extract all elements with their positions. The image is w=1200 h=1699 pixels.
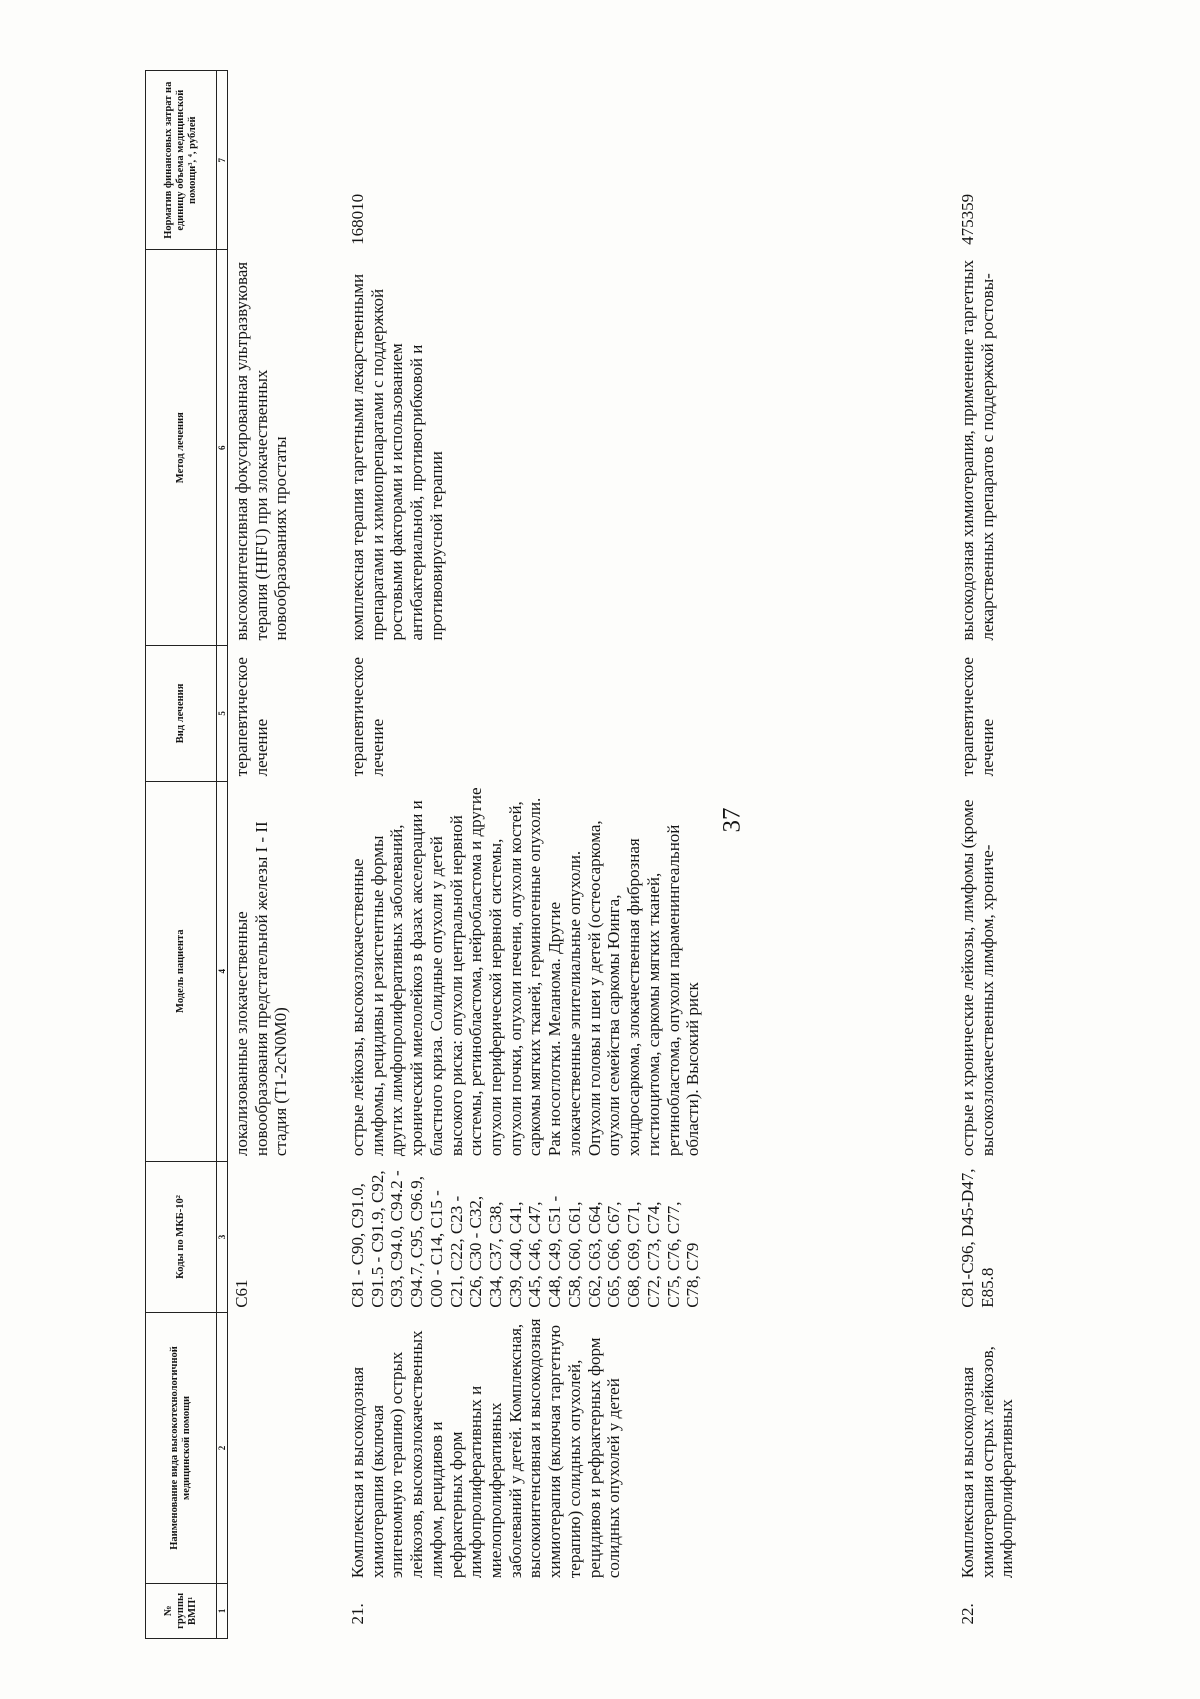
table-row	[228, 71, 345, 1639]
cell-treatment-method: высокодозная химиотерапия, применение таргетных лекарственных препаратов с поддержкой ростовы-	[958, 259, 997, 641]
cell-care-type: Комплексная и высокодозная химиотерапия (включая эпигеномную терапию) острых лейкозов, высокозлокачественных лимфом, рецидивов и рефрактерных форм лимфопролиферативных и миелопролиферативных заболеваний у детей. Комплексная, высокоинтенсивная и высокодозная химиотерапия (включая таргетную терапию) солидных опухолей, рецидивов и рефрактерных форм солидных опухолей у детей	[348, 1318, 624, 1579]
header-treatment-method: Метод лечения	[146, 250, 217, 646]
cell-treatment-type: терапевтическое лечение	[348, 657, 387, 777]
cell-treatment-type: терапевтическое лечение	[958, 657, 997, 777]
cell-patient-model: острые и хронические лейкозы, лимфомы (кроме высокозлокачественных лимфом, хрониче-	[958, 799, 997, 1157]
column-number: 3	[217, 1161, 228, 1313]
cell-treatment-type: терапевтическое лечение	[232, 657, 271, 777]
cell-icd-codes: C61	[232, 1279, 251, 1308]
cell-patient-model: острые лейкозы, высокозлокачественные лимфомы, рецидивы и резистентные формы других лимфопролиферативных заболеваний, хронический миелолейкоз в фазах акселерации и бластного криза. Солидные опухоли у детей высокого риска: опухоли центральной нервной системы, ретинобластома, нейробластома и другие опухоли периферической нервной системы, опухоли почки, опухоли печени, опухоли костей, саркомы мягких тканей, герминогенные опухоли. Рак носоглотки. Меланома. Другие злокачественные эпителиальные опухоли. Опухоли головы и шеи у детей (остеосаркома, опухоли семейства саркомы Юинга, хондросаркома, злокачественная фиброзная гистиоцитома, саркомы мягких тканей, ретинобластома, опухоли параменингеальной области). Высокий риск	[348, 787, 703, 1157]
page-number: 37	[718, 807, 746, 833]
header-icd-codes: Коды по МКБ-10²	[146, 1161, 217, 1313]
cell-care-type	[228, 1313, 345, 1583]
cell-cost-norm: 168010	[348, 193, 367, 245]
table-header-row	[146, 71, 217, 1639]
cell-treatment-method: комплексная терапия таргетными лекарственными препаратами и химиопрепаратами с поддержкой ростовыми факторами и использованием антибактериальной, противогрибковой и противовирусной терапии	[348, 273, 446, 641]
cell-icd-codes: C81-C96, D45-D47, E85.8	[958, 1168, 997, 1308]
cell-treatment-method: высокоинтенсивная фокусированная ультразвуковая терапия (HIFU) при злокачественных новообразованиях простаты	[232, 261, 291, 641]
cell-group-number: 21.	[348, 1603, 367, 1625]
column-number: 1	[217, 1583, 228, 1638]
cell-group-number: 22.	[958, 1603, 977, 1625]
table-row	[954, 71, 1017, 1639]
header-cost-norm: Норматив финансовых затрат на единицу объема медицинской помощи³, ⁴, рублей	[146, 71, 217, 250]
cell-care-type: Комплексная и высокодозная химиотерапия острых лейкозов, лимфопролиферативных	[958, 1346, 1017, 1579]
column-number: 6	[217, 250, 228, 646]
column-number-row	[217, 71, 228, 1639]
vmp-table	[145, 70, 1017, 1639]
column-number: 5	[217, 646, 228, 782]
cell-patient-model: локализованные злокачественные новообразования предстательной железы I - II стадия (T1-2cN0M0)	[232, 821, 291, 1157]
header-care-type: Наименование вида высокотехнологичной медицинской помощи	[146, 1313, 217, 1583]
column-number: 7	[217, 71, 228, 250]
header-treatment-type: Вид лечения	[146, 646, 217, 782]
cell-group-number	[228, 1583, 345, 1638]
cell-cost-norm: 475359	[958, 193, 977, 245]
header-patient-model: Модель пациента	[146, 781, 217, 1161]
table-row	[344, 71, 954, 1639]
cell-icd-codes: C81 - C90, C91.0, C91.5 - C91.9, C92, C93, C94.0, C94.2 - C94.7, C95, C96.9, C00 - C14, C15 - C21, C22, C23 - C26, C30 - C32, C34, C37, C38, C39, C40, C41, C45, C46, C47, C48, C49, C51 - C58, C60, C61, C62, C63, C64, C65, C66, C67, C68, C69, C71, C72, C73, C74, C75, C76, C77, C78, C79	[348, 1170, 703, 1308]
column-number: 4	[217, 781, 228, 1161]
cell-cost-norm	[228, 71, 345, 250]
document-table-rotated	[145, 70, 1200, 1639]
header-group-number: № группы ВМП¹	[146, 1583, 217, 1638]
column-number: 2	[217, 1313, 228, 1583]
